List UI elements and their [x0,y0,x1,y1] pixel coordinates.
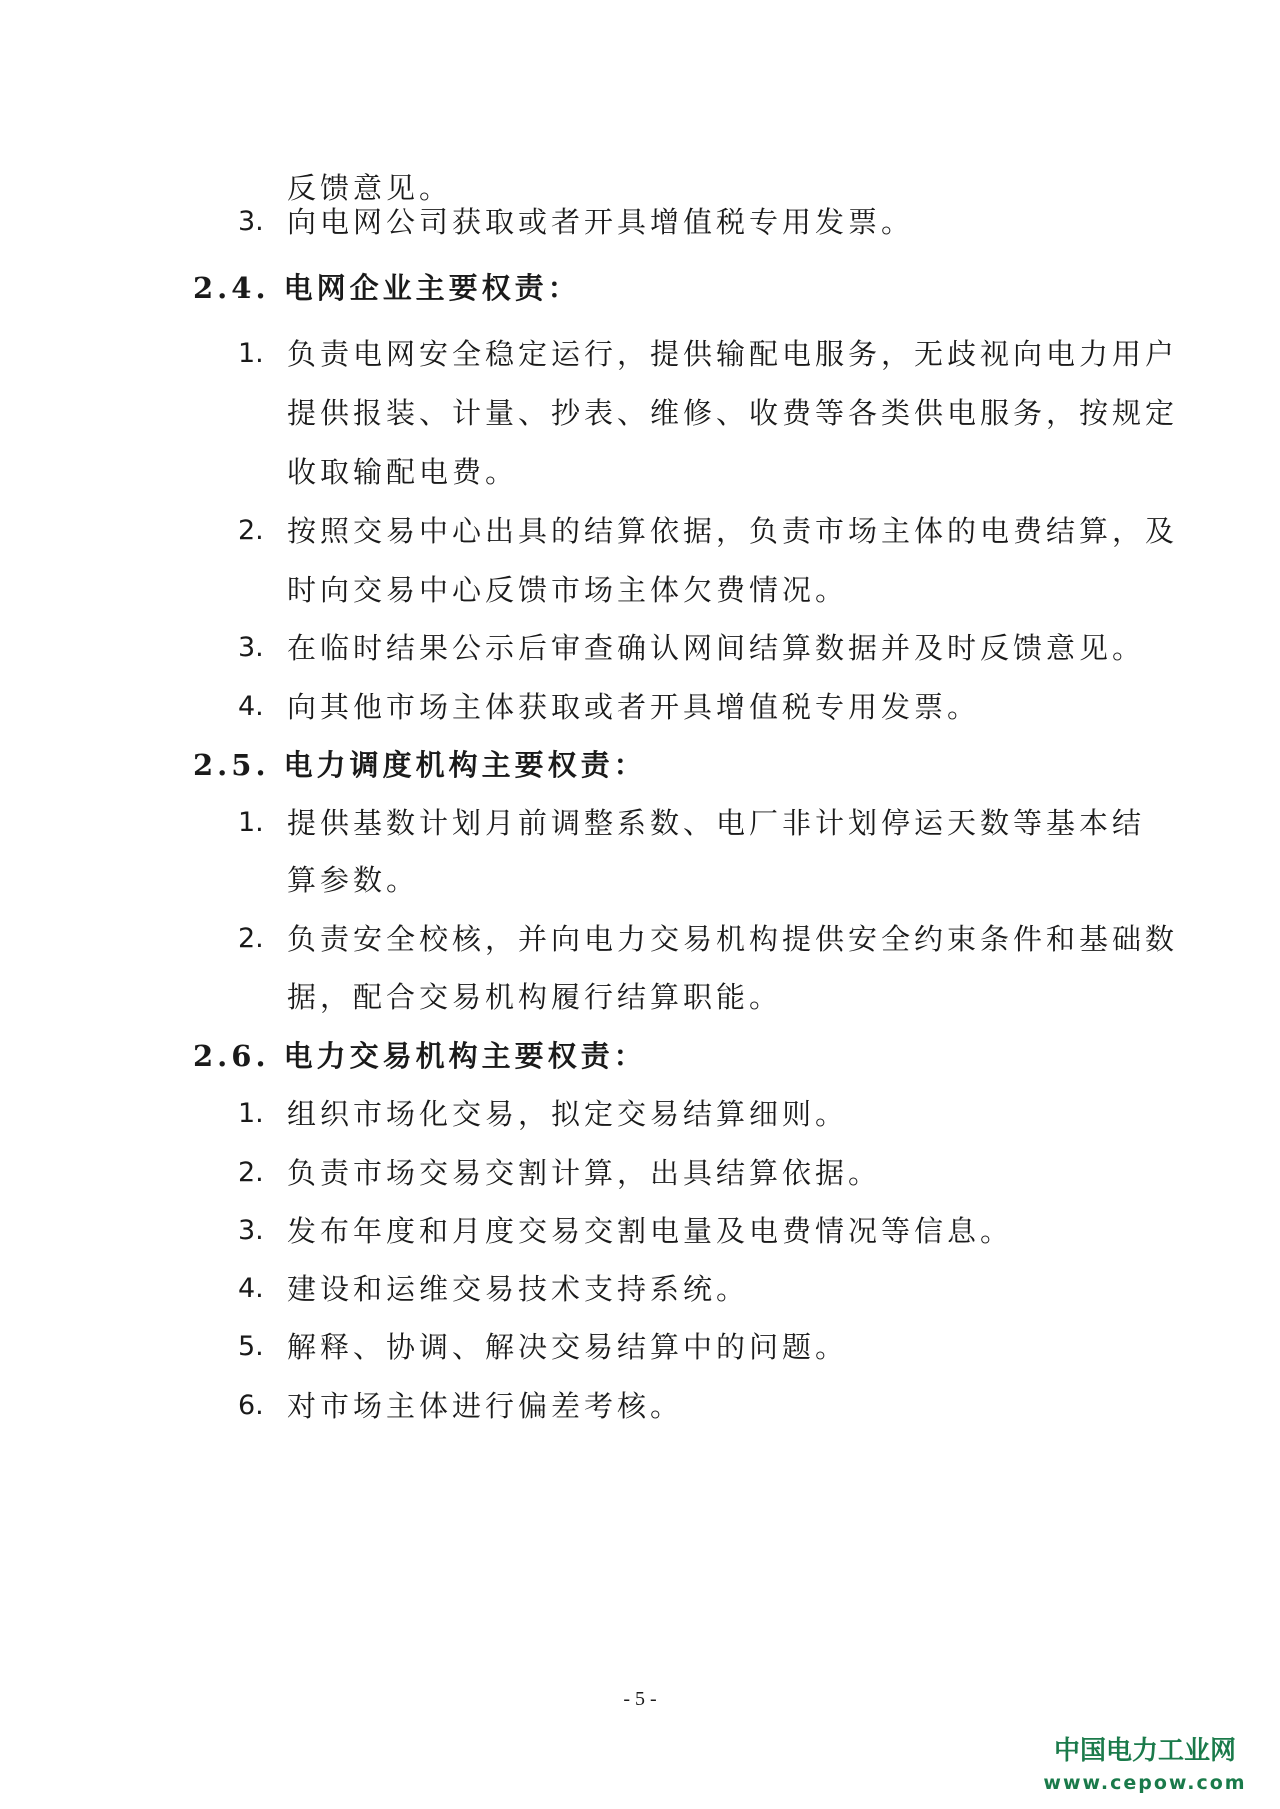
list-number: 5. [238,1331,264,1362]
section-heading-2-5: 2.5. 电力调度机构主要权责： [193,748,647,782]
list-number: 4. [238,691,264,722]
list-item-text: 提供基数计划月前调整系数、电厂非计划停运天数等基本结 [287,806,1146,840]
list-number: 1. [238,338,264,369]
list-item-text: 收取输配电费。 [287,455,519,489]
watermark-url: www.cepow.com [1043,1772,1247,1794]
list-number: 3. [238,1215,264,1246]
paragraph-line: 反馈意见。 [287,171,453,205]
list-item-text: 对市场主体进行偏差考核。 [287,1389,684,1423]
page-number: - 5 - [623,1688,657,1710]
list-item-text: 负责安全校核，并向电力交易机构提供安全约束条件和基础数 [287,922,1179,956]
list-item-text: 解释、协调、解决交易结算中的问题。 [287,1330,849,1364]
list-item-text: 发布年度和月度交易交割电量及电费情况等信息。 [287,1214,1014,1248]
list-number: 2. [238,1157,264,1188]
list-number: 3. [238,632,264,663]
list-item-text: 组织市场化交易，拟定交易结算细则。 [287,1097,849,1131]
list-item-text: 算参数。 [287,863,420,897]
list-item-text: 按照交易中心出具的结算依据，负责市场主体的电费结算，及 [287,514,1179,548]
list-number: 2. [238,515,264,546]
list-item-text: 提供报装、计量、抄表、维修、收费等各类供电服务，按规定 [287,396,1179,430]
list-item-text: 向电网公司获取或者开具增值税专用发票。 [287,205,915,239]
watermark-title: 中国电力工业网 [1053,1736,1236,1766]
list-item-text: 时向交易中心反馈市场主体欠费情况。 [287,573,849,607]
list-item-text: 在临时结果公示后审查确认网间结算数据并及时反馈意见。 [287,631,1146,665]
list-number: 1. [238,1098,264,1129]
section-heading-2-4: 2.4. 电网企业主要权责： [193,271,581,305]
list-number: 4. [238,1273,264,1304]
list-item-text: 据，配合交易机构履行结算职能。 [287,980,783,1014]
section-heading-2-6: 2.6. 电力交易机构主要权责： [193,1039,647,1073]
list-item-text: 负责电网安全稳定运行，提供输配电服务，无歧视向电力用户 [287,337,1179,371]
list-number: 6. [238,1390,264,1421]
list-number: 2. [238,923,264,954]
list-number: 3. [238,206,264,237]
list-item-text: 向其他市场主体获取或者开具增值税专用发票。 [287,690,981,724]
list-number: 1. [238,807,264,838]
list-item-text: 负责市场交易交割计算，出具结算依据。 [287,1156,882,1190]
list-item-text: 建设和运维交易技术支持系统。 [287,1272,750,1306]
